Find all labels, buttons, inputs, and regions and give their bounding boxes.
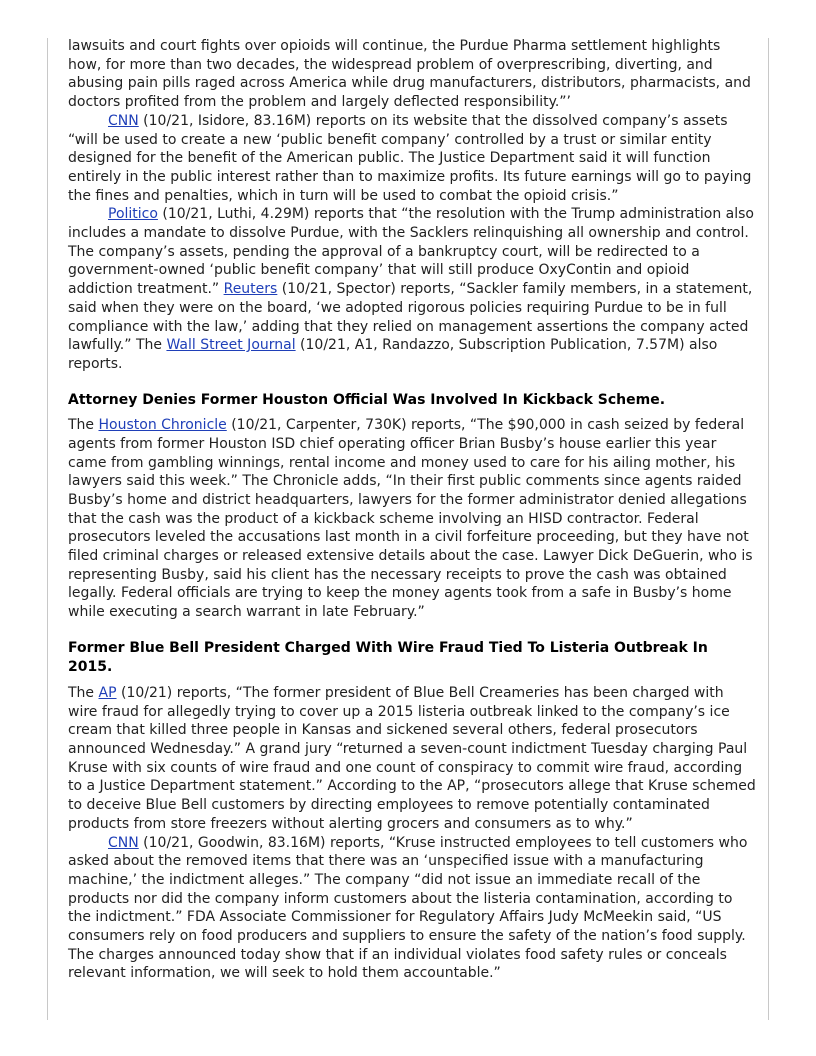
source-link-cnn[interactable]: CNN [108, 834, 139, 851]
story-paragraph [68, 416, 756, 622]
paragraph-text: (10/21, A1, Randazzo, Subscription Publication, 7.57M) also reports. [68, 337, 718, 372]
story-paragraph [68, 37, 756, 112]
paragraph-text: (10/21, Spector) reports, “Sackler family members, in a statement, said when they were on the board, ‘we adopted rigorous policies requiring Purdue to be in full compliance with the law,’ adding that they relied on management assertions the company acted lawfully.” The [68, 281, 753, 354]
paragraph-text: (10/21, Carpenter, 730K) reports, “The $90,000 in cash seized by federal agents from former Houston ISD chief operating officer Brian Busby’s house earlier this year came from gambling winnings, rental income and money used to care for his ailing mother, his lawyers said this week.” The Chronicle adds, “In their first public comments since agents raided Busby’s home and district headquarters, lawyers for the former administrator denied allegations that the cash was the product of a kickback scheme involving an HISD contractor. Federal prosecutors leveled the accusations last month in a civil forfeiture proceeding, but they have not filed criminal charges or released extensive details about the case. Lawyer Dick DeGuerin, who is representing Busby, said his client has the necessary receipts to prove the cash was obtained legally. Federal officials are trying to keep the money agents took from a safe in Busby’s home while executing a search warrant in late February.” [68, 417, 753, 621]
story-headline: Attorney Denies Former Houston Official Was Involved In Kickback Scheme. [68, 391, 666, 408]
source-link-ap[interactable]: AP [98, 684, 117, 701]
source-link-politico[interactable]: Politico [108, 206, 158, 223]
paragraph-text: lawsuits and court fights over opioids will continue, the Purdue Pharma settlement highlights how, for more than two decades, the widespread problem of overprescribing, diverting, and abusing pain pills raged across America while drug manufacturers, distributors, pharmacists, and doctors profited from the problem and largely deflected responsibility.”’ [68, 38, 751, 111]
story-paragraph [68, 684, 756, 834]
document-body [68, 37, 756, 983]
story-blue-bell [68, 639, 756, 983]
story-paragraph [68, 205, 756, 373]
paragraph-text: The [68, 684, 99, 701]
story-houston-kickback [68, 391, 756, 622]
source-link-cnn[interactable]: CNN [108, 112, 139, 129]
paragraph-text: (10/21) reports, “The former president of Blue Bell Creameries has been charged with wire fraud for allegedly trying to cover up a 2015 listeria outbreak linked to the company’s ice cream that killed three people in Kansas and sickened several others, federal prosecutors announced Wednesday.” A grand jury “returned a seven-count indictment Tuesday charging Paul Kruse with six counts of wire fraud and one count of conspiracy to commit wire fraud, according to a Justice Department statement.” According to the AP, “prosecutors allege that Kruse schemed to deceive Blue Bell customers by directing employees to remove potentially contaminated products from store freezers without alerting grocers and consumers as to why.” [68, 684, 756, 832]
paragraph-text: The [68, 417, 99, 434]
story-paragraph [68, 112, 756, 206]
story-headline: Former Blue Bell President Charged With Wire Fraud Tied To Listeria Outbreak In 2015. [68, 639, 708, 676]
story-purdue-settlement [68, 37, 756, 374]
source-link-wsj[interactable]: Wall Street Journal [166, 337, 296, 354]
paragraph-text: (10/21, Goodwin, 83.16M) reports, “Kruse instructed employees to tell customers who asked about the removed items that there was an ‘unspecified issue with a manufacturing machine,’ the indictment alleges.” The company “did not issue an immediate recall of the products nor did the company inform customers about the listeria contamination, according to the indictment.” FDA Associate Commissioner for Regulatory Affairs Judy McMeekin said, “US consumers rely on food producers and suppliers to ensure the safety of the nation’s food supply. The charges announced today show that if an individual violates food safety rules or conceals relevant information, we will seek to hold them accountable.” [68, 834, 748, 982]
source-link-reuters[interactable]: Reuters [223, 281, 278, 298]
paragraph-text: (10/21, Luthi, 4.29M) reports that “the resolution with the Trump administration also includes a mandate to dissolve Purdue, with the Sacklers relinquishing all ownership and control. The company’s assets, pending the approval of a bankruptcy court, will be redirected to a government-owned ‘public benefit company’ that will still produce OxyContin and opioid addiction treatment.” [68, 206, 754, 298]
source-link-houston-chronicle[interactable]: Houston Chronicle [98, 417, 227, 434]
story-paragraph [68, 834, 756, 984]
paragraph-text: (10/21, Isidore, 83.16M) reports on its website that the dissolved company’s assets “will be used to create a new ‘public benefit company’ controlled by a trust or similar entity designed for the benefit of the American public. The Justice Department said it will function entirely in the public interest rather than to maximize profits. Its future earnings will go to paying the fines and penalties, which in turn will be used to combat the opioid crisis.” [68, 112, 752, 204]
